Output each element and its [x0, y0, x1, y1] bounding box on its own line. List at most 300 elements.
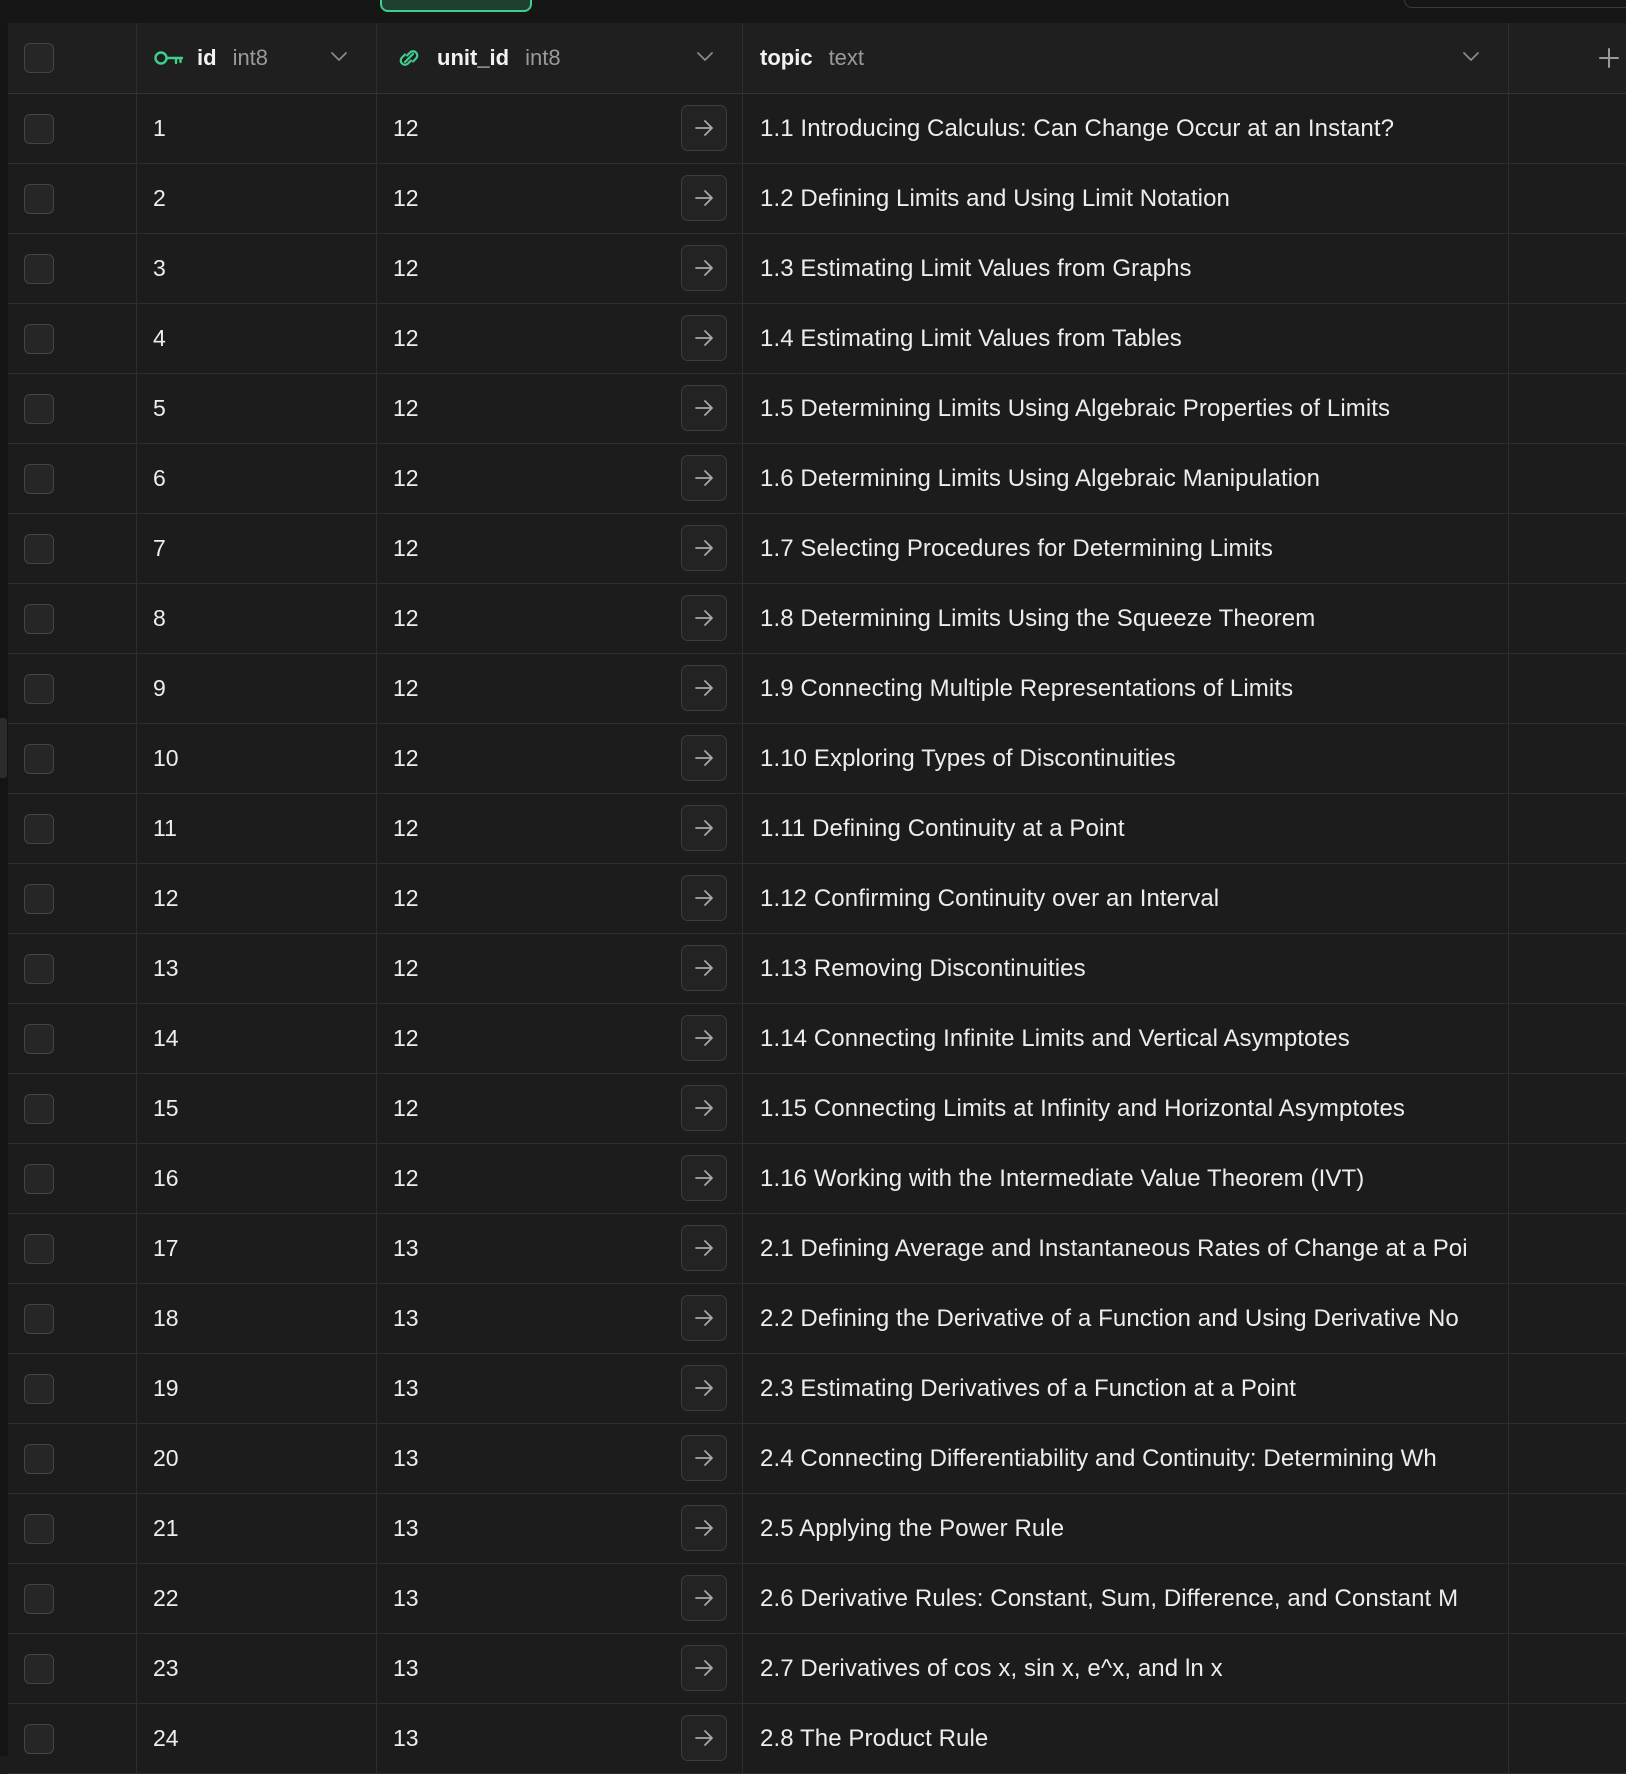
- table-row[interactable]: [8, 934, 1626, 1004]
- topic-value: 1.16 Working with the Intermediate Value Theorem (IVT): [760, 1164, 1365, 1192]
- topic-value: 1.10 Exploring Types of Discontinuities: [760, 744, 1176, 772]
- empty-cell: [1509, 1634, 1626, 1703]
- row-checkbox[interactable]: [24, 534, 54, 564]
- id-cell[interactable]: [137, 794, 377, 863]
- topic-cell[interactable]: [743, 1004, 1509, 1073]
- unit-id-value: 13: [393, 1515, 419, 1541]
- row-select-cell: [8, 794, 137, 863]
- arrow-right-icon: [693, 747, 715, 769]
- table-row[interactable]: [8, 794, 1626, 864]
- unit-id-cell[interactable]: [377, 374, 743, 443]
- id-cell[interactable]: [137, 374, 377, 443]
- empty-cell: [1509, 94, 1626, 163]
- id-value: 19: [153, 1375, 179, 1401]
- unit-id-value: 12: [393, 325, 419, 351]
- unit-id-value: 12: [393, 1025, 419, 1051]
- id-cell[interactable]: [137, 234, 377, 303]
- arrow-right-icon: [693, 1307, 715, 1329]
- id-cell[interactable]: [137, 1144, 377, 1213]
- row-checkbox[interactable]: [24, 1024, 54, 1054]
- row-select-cell: [8, 1354, 137, 1423]
- topic-cell[interactable]: [743, 654, 1509, 723]
- arrow-right-icon: [693, 1727, 715, 1749]
- topic-value: 2.5 Applying the Power Rule: [760, 1514, 1065, 1542]
- topic-value: 2.4 Connecting Differentiability and Continuity: Determining Wh: [760, 1444, 1437, 1472]
- empty-cell: [1509, 1494, 1626, 1563]
- topic-value: 1.12 Confirming Continuity over an Interval: [760, 884, 1220, 912]
- unit-id-cell[interactable]: [377, 654, 743, 723]
- view-referenced-row-button[interactable]: [681, 1715, 727, 1761]
- row-select-cell: [8, 514, 137, 583]
- row-checkbox[interactable]: [24, 394, 54, 424]
- id-cell[interactable]: [137, 304, 377, 373]
- unit-id-cell[interactable]: [377, 1074, 743, 1143]
- topic-cell[interactable]: [743, 304, 1509, 373]
- table-row[interactable]: [8, 374, 1626, 444]
- topic-cell[interactable]: [743, 1424, 1509, 1493]
- topic-value: 2.8 The Product Rule: [760, 1724, 989, 1752]
- data-grid: [8, 23, 1626, 1774]
- id-value: 22: [153, 1585, 179, 1611]
- arrow-right-icon: [693, 887, 715, 909]
- arrow-right-icon: [693, 1377, 715, 1399]
- id-value: 16: [153, 1165, 179, 1191]
- topic-cell[interactable]: [743, 1634, 1509, 1703]
- id-value: 15: [153, 1095, 179, 1121]
- topic-value: 1.13 Removing Discontinuities: [760, 954, 1086, 982]
- arrow-right-icon: [693, 957, 715, 979]
- empty-cell: [1509, 164, 1626, 233]
- topic-cell[interactable]: [743, 864, 1509, 933]
- primary-key-icon: [153, 47, 185, 69]
- row-checkbox[interactable]: [24, 1374, 54, 1404]
- id-cell[interactable]: [137, 444, 377, 513]
- resize-handle[interactable]: [0, 718, 7, 778]
- table-row[interactable]: [8, 234, 1626, 304]
- topic-value: 2.2 Defining the Derivative of a Function and Using Derivative No: [760, 1304, 1459, 1332]
- row-select-cell: [8, 724, 137, 793]
- empty-cell: [1509, 374, 1626, 443]
- row-checkbox[interactable]: [24, 1444, 54, 1474]
- unit-id-value: 12: [393, 885, 419, 911]
- empty-cell: [1509, 794, 1626, 863]
- unit-id-value: 12: [393, 185, 419, 211]
- insert-button[interactable]: [380, 0, 532, 12]
- topic-value: 1.11 Defining Continuity at a Point: [760, 814, 1125, 842]
- unit-id-value: 13: [393, 1725, 419, 1751]
- view-referenced-row-button[interactable]: [681, 945, 727, 991]
- topic-value: 1.15 Connecting Limits at Infinity and Horizontal Asymptotes: [760, 1094, 1405, 1122]
- table-row[interactable]: [8, 584, 1626, 654]
- chevron-down-icon[interactable]: [330, 47, 348, 65]
- id-cell[interactable]: [137, 584, 377, 653]
- view-referenced-row-button[interactable]: [681, 1155, 727, 1201]
- arrow-right-icon: [693, 1587, 715, 1609]
- arrow-right-icon: [693, 117, 715, 139]
- unit-id-cell[interactable]: [377, 1424, 743, 1493]
- unit-id-value: 12: [393, 1165, 419, 1191]
- empty-cell: [1509, 1284, 1626, 1353]
- id-cell[interactable]: [137, 1214, 377, 1283]
- chevron-down-icon[interactable]: [1462, 47, 1480, 65]
- unit-id-value: 12: [393, 395, 419, 421]
- foreign-key-link-icon: [393, 47, 425, 69]
- empty-cell: [1509, 654, 1626, 723]
- id-value: 2: [153, 185, 166, 211]
- id-cell[interactable]: [137, 1634, 377, 1703]
- row-select-cell: [8, 444, 137, 513]
- row-select-cell: [8, 1494, 137, 1563]
- unit-id-cell[interactable]: [377, 1354, 743, 1423]
- topic-cell[interactable]: [743, 794, 1509, 863]
- row-select-cell: [8, 1144, 137, 1213]
- table-row[interactable]: [8, 164, 1626, 234]
- topic-value: 1.2 Defining Limits and Using Limit Notation: [760, 184, 1230, 212]
- id-value: 3: [153, 255, 166, 281]
- unit-id-cell[interactable]: [377, 1634, 743, 1703]
- arrow-right-icon: [693, 1097, 715, 1119]
- row-checkbox[interactable]: [24, 1724, 54, 1754]
- unit-id-value: 12: [393, 815, 419, 841]
- arrow-right-icon: [693, 817, 715, 839]
- topic-value: 2.6 Derivative Rules: Constant, Sum, Difference, and Constant M: [760, 1584, 1459, 1612]
- column-name: topic: [760, 45, 813, 70]
- id-value: 17: [153, 1235, 179, 1261]
- row-checkbox[interactable]: [24, 604, 54, 634]
- empty-cell: [1509, 724, 1626, 793]
- unit-id-cell[interactable]: [377, 1564, 743, 1633]
- empty-cell: [1509, 304, 1626, 373]
- row-checkbox[interactable]: [24, 884, 54, 914]
- topic-value: 1.7 Selecting Procedures for Determining Limits: [760, 534, 1273, 562]
- empty-cell: [1509, 1424, 1626, 1493]
- empty-cell: [1509, 1074, 1626, 1143]
- view-referenced-row-button[interactable]: [681, 1015, 727, 1061]
- id-cell[interactable]: [137, 1004, 377, 1073]
- view-referenced-row-button[interactable]: [681, 315, 727, 361]
- empty-cell: [1509, 934, 1626, 1003]
- table-row[interactable]: [8, 304, 1626, 374]
- arrow-right-icon: [693, 1447, 715, 1469]
- id-cell[interactable]: [137, 864, 377, 933]
- topic-cell[interactable]: [743, 934, 1509, 1003]
- empty-cell: [1509, 584, 1626, 653]
- arrow-right-icon: [693, 467, 715, 489]
- unit-id-cell[interactable]: [377, 164, 743, 233]
- unit-id-cell[interactable]: [377, 1214, 743, 1283]
- topic-cell[interactable]: [743, 1214, 1509, 1283]
- table-row[interactable]: [8, 1144, 1626, 1214]
- unit-id-cell[interactable]: [377, 1704, 743, 1773]
- table-row[interactable]: [8, 1004, 1626, 1074]
- empty-cell: [1509, 1004, 1626, 1073]
- add-column-plus-icon[interactable]: [1598, 47, 1620, 69]
- topic-value: 1.6 Determining Limits Using Algebraic Manipulation: [760, 464, 1321, 492]
- unit-id-cell[interactable]: [377, 794, 743, 863]
- view-referenced-row-button[interactable]: [681, 175, 727, 221]
- row-select-cell: [8, 304, 137, 373]
- topic-value: 1.14 Connecting Infinite Limits and Vertical Asymptotes: [760, 1024, 1350, 1052]
- empty-cell: [1509, 1704, 1626, 1773]
- unit-id-value: 12: [393, 955, 419, 981]
- arrow-right-icon: [693, 677, 715, 699]
- topic-cell[interactable]: [743, 444, 1509, 513]
- unit-id-cell[interactable]: [377, 584, 743, 653]
- topic-cell[interactable]: [743, 1494, 1509, 1563]
- empty-cell: [1509, 864, 1626, 933]
- unit-id-cell[interactable]: [377, 934, 743, 1003]
- topic-value: 2.1 Defining Average and Instantaneous Rates of Change at a Poi: [760, 1234, 1468, 1262]
- id-cell[interactable]: [137, 1284, 377, 1353]
- table-row[interactable]: [8, 514, 1626, 584]
- id-value: 14: [153, 1025, 179, 1051]
- id-value: 1: [153, 115, 166, 141]
- unit-id-value: 12: [393, 255, 419, 281]
- id-cell[interactable]: [137, 1354, 377, 1423]
- row-select-cell: [8, 934, 137, 1003]
- table-row[interactable]: [8, 1494, 1626, 1564]
- arrow-right-icon: [693, 257, 715, 279]
- row-checkbox[interactable]: [24, 184, 54, 214]
- id-cell[interactable]: [137, 934, 377, 1003]
- table-row[interactable]: [8, 1214, 1626, 1284]
- view-referenced-row-button[interactable]: [681, 805, 727, 851]
- arrow-right-icon: [693, 1657, 715, 1679]
- arrow-right-icon: [693, 1167, 715, 1189]
- view-referenced-row-button[interactable]: [681, 1085, 727, 1131]
- table-row[interactable]: [8, 1564, 1626, 1634]
- topic-value: 2.3 Estimating Derivatives of a Function at a Point: [760, 1374, 1297, 1402]
- arrow-right-icon: [693, 1237, 715, 1259]
- id-cell[interactable]: [137, 1494, 377, 1563]
- table-row[interactable]: [8, 864, 1626, 934]
- view-referenced-row-button[interactable]: [681, 665, 727, 711]
- unit-id-value: 12: [393, 1095, 419, 1121]
- topic-cell[interactable]: [743, 374, 1509, 443]
- unit-id-cell[interactable]: [377, 1284, 743, 1353]
- row-checkbox[interactable]: [24, 744, 54, 774]
- row-checkbox[interactable]: [24, 814, 54, 844]
- id-value: 20: [153, 1445, 179, 1471]
- empty-cell: [1509, 514, 1626, 583]
- header-select-cell: [8, 23, 137, 93]
- topic-cell[interactable]: [743, 1704, 1509, 1773]
- column-type: int8: [232, 45, 269, 70]
- topic-cell[interactable]: [743, 1354, 1509, 1423]
- id-value: 10: [153, 745, 179, 771]
- row-select-cell: [8, 1074, 137, 1143]
- view-referenced-row-button[interactable]: [681, 735, 727, 781]
- unit-id-cell[interactable]: [377, 304, 743, 373]
- row-checkbox[interactable]: [24, 1304, 54, 1334]
- topic-value: 1.4 Estimating Limit Values from Tables: [760, 324, 1182, 352]
- id-cell[interactable]: [137, 94, 377, 163]
- row-checkbox[interactable]: [24, 1234, 54, 1264]
- row-select-cell: [8, 374, 137, 443]
- topic-cell[interactable]: [743, 94, 1509, 163]
- table-body: [8, 94, 1626, 1774]
- view-referenced-row-button[interactable]: [681, 1225, 727, 1271]
- arrow-right-icon: [693, 537, 715, 559]
- row-checkbox[interactable]: [24, 324, 54, 354]
- column-header-unit-id[interactable]: [377, 23, 743, 93]
- empty-cell: [1509, 234, 1626, 303]
- id-value: 8: [153, 605, 166, 631]
- id-value: 24: [153, 1725, 179, 1751]
- unit-id-cell[interactable]: [377, 1004, 743, 1073]
- unit-id-value: 13: [393, 1375, 419, 1401]
- id-value: 5: [153, 395, 166, 421]
- row-select-cell: [8, 164, 137, 233]
- arrow-right-icon: [693, 1517, 715, 1539]
- topic-cell[interactable]: [743, 1284, 1509, 1353]
- view-referenced-row-button[interactable]: [681, 1365, 727, 1411]
- id-cell[interactable]: [137, 724, 377, 793]
- unit-id-cell[interactable]: [377, 1494, 743, 1563]
- view-referenced-row-button[interactable]: [681, 385, 727, 431]
- id-cell[interactable]: [137, 164, 377, 233]
- row-checkbox[interactable]: [24, 1164, 54, 1194]
- unit-id-cell[interactable]: [377, 864, 743, 933]
- row-select-cell: [8, 864, 137, 933]
- row-checkbox[interactable]: [24, 1094, 54, 1124]
- id-value: 12: [153, 885, 179, 911]
- row-checkbox[interactable]: [24, 954, 54, 984]
- topic-cell[interactable]: [743, 1074, 1509, 1143]
- top-toolbar: [0, 0, 1626, 24]
- table-row[interactable]: [8, 1704, 1626, 1774]
- id-cell[interactable]: [137, 654, 377, 723]
- row-select-cell: [8, 94, 137, 163]
- row-select-cell: [8, 1704, 137, 1773]
- select-all-checkbox[interactable]: [24, 43, 54, 73]
- topic-value: 1.8 Determining Limits Using the Squeeze Theorem: [760, 604, 1316, 632]
- empty-cell: [1509, 1214, 1626, 1283]
- arrow-right-icon: [693, 1027, 715, 1049]
- unit-id-value: 13: [393, 1445, 419, 1471]
- view-referenced-row-button[interactable]: [681, 595, 727, 641]
- topic-value: 1.3 Estimating Limit Values from Graphs: [760, 254, 1192, 282]
- empty-cell: [1509, 1564, 1626, 1633]
- unit-id-cell[interactable]: [377, 234, 743, 303]
- topic-cell[interactable]: [743, 1564, 1509, 1633]
- table-row[interactable]: [8, 724, 1626, 794]
- unit-id-value: 12: [393, 465, 419, 491]
- empty-cell: [1509, 1144, 1626, 1213]
- topic-cell[interactable]: [743, 724, 1509, 793]
- row-select-cell: [8, 584, 137, 653]
- view-referenced-row-button[interactable]: [681, 525, 727, 571]
- view-referenced-row-button[interactable]: [681, 105, 727, 151]
- empty-cell: [1509, 1354, 1626, 1423]
- table-row[interactable]: [8, 654, 1626, 724]
- id-value: 18: [153, 1305, 179, 1331]
- id-value: 6: [153, 465, 166, 491]
- table-row[interactable]: [8, 1074, 1626, 1144]
- view-referenced-row-button[interactable]: [681, 1645, 727, 1691]
- topic-value: 1.5 Determining Limits Using Algebraic Properties of Limits: [760, 394, 1391, 422]
- column-name: id: [197, 45, 217, 70]
- topic-cell[interactable]: [743, 1144, 1509, 1213]
- id-value: 11: [153, 815, 177, 841]
- row-select-cell: [8, 1284, 137, 1353]
- arrow-right-icon: [693, 187, 715, 209]
- id-value: 4: [153, 325, 166, 351]
- row-select-cell: [8, 1564, 137, 1633]
- arrow-right-icon: [693, 397, 715, 419]
- table-row[interactable]: [8, 1424, 1626, 1494]
- toolbar-control[interactable]: [1404, 0, 1626, 8]
- view-referenced-row-button[interactable]: [681, 1505, 727, 1551]
- unit-id-value: 12: [393, 605, 419, 631]
- row-checkbox[interactable]: [24, 464, 54, 494]
- topic-cell[interactable]: [743, 514, 1509, 583]
- id-cell[interactable]: [137, 1424, 377, 1493]
- id-cell[interactable]: [137, 1074, 377, 1143]
- row-checkbox[interactable]: [24, 1514, 54, 1544]
- view-referenced-row-button[interactable]: [681, 1575, 727, 1621]
- id-value: 9: [153, 675, 166, 701]
- id-cell[interactable]: [137, 514, 377, 583]
- topic-value: 2.7 Derivatives of cos x, sin x, e^x, and ln x: [760, 1654, 1223, 1682]
- unit-id-cell[interactable]: [377, 94, 743, 163]
- row-checkbox[interactable]: [24, 114, 54, 144]
- row-checkbox[interactable]: [24, 1654, 54, 1684]
- table-row[interactable]: [8, 1354, 1626, 1424]
- view-referenced-row-button[interactable]: [681, 245, 727, 291]
- topic-cell[interactable]: [743, 584, 1509, 653]
- row-checkbox[interactable]: [24, 674, 54, 704]
- topic-value: 1.1 Introducing Calculus: Can Change Occur at an Instant?: [760, 114, 1395, 142]
- view-referenced-row-button[interactable]: [681, 875, 727, 921]
- topic-cell[interactable]: [743, 234, 1509, 303]
- unit-id-cell[interactable]: [377, 514, 743, 583]
- view-referenced-row-button[interactable]: [681, 455, 727, 501]
- row-checkbox[interactable]: [24, 254, 54, 284]
- row-select-cell: [8, 1634, 137, 1703]
- table-row[interactable]: [8, 444, 1626, 514]
- row-select-cell: [8, 234, 137, 303]
- id-cell[interactable]: [137, 1564, 377, 1633]
- id-cell[interactable]: [137, 1704, 377, 1773]
- table-row[interactable]: [8, 1634, 1626, 1704]
- unit-id-value: 12: [393, 115, 419, 141]
- column-header-id[interactable]: [137, 23, 377, 93]
- id-value: 7: [153, 535, 166, 561]
- unit-id-value: 13: [393, 1655, 419, 1681]
- row-select-cell: [8, 654, 137, 723]
- id-value: 21: [153, 1515, 179, 1541]
- chevron-down-icon[interactable]: [696, 47, 714, 65]
- column-header-topic[interactable]: [743, 23, 1509, 93]
- header-row: [8, 23, 1626, 94]
- column-type: text: [828, 45, 865, 70]
- unit-id-value: 13: [393, 1585, 419, 1611]
- unit-id-cell[interactable]: [377, 1144, 743, 1213]
- row-checkbox[interactable]: [24, 1584, 54, 1614]
- topic-value: 1.9 Connecting Multiple Representations of Limits: [760, 674, 1294, 702]
- empty-cell: [1509, 444, 1626, 513]
- column-type: int8: [525, 45, 561, 70]
- unit-id-cell[interactable]: [377, 724, 743, 793]
- unit-id-cell[interactable]: [377, 444, 743, 513]
- unit-id-value: 12: [393, 535, 419, 561]
- view-referenced-row-button[interactable]: [681, 1435, 727, 1481]
- table-row[interactable]: [8, 1284, 1626, 1354]
- table-row[interactable]: [8, 94, 1626, 164]
- view-referenced-row-button[interactable]: [681, 1295, 727, 1341]
- topic-cell[interactable]: [743, 164, 1509, 233]
